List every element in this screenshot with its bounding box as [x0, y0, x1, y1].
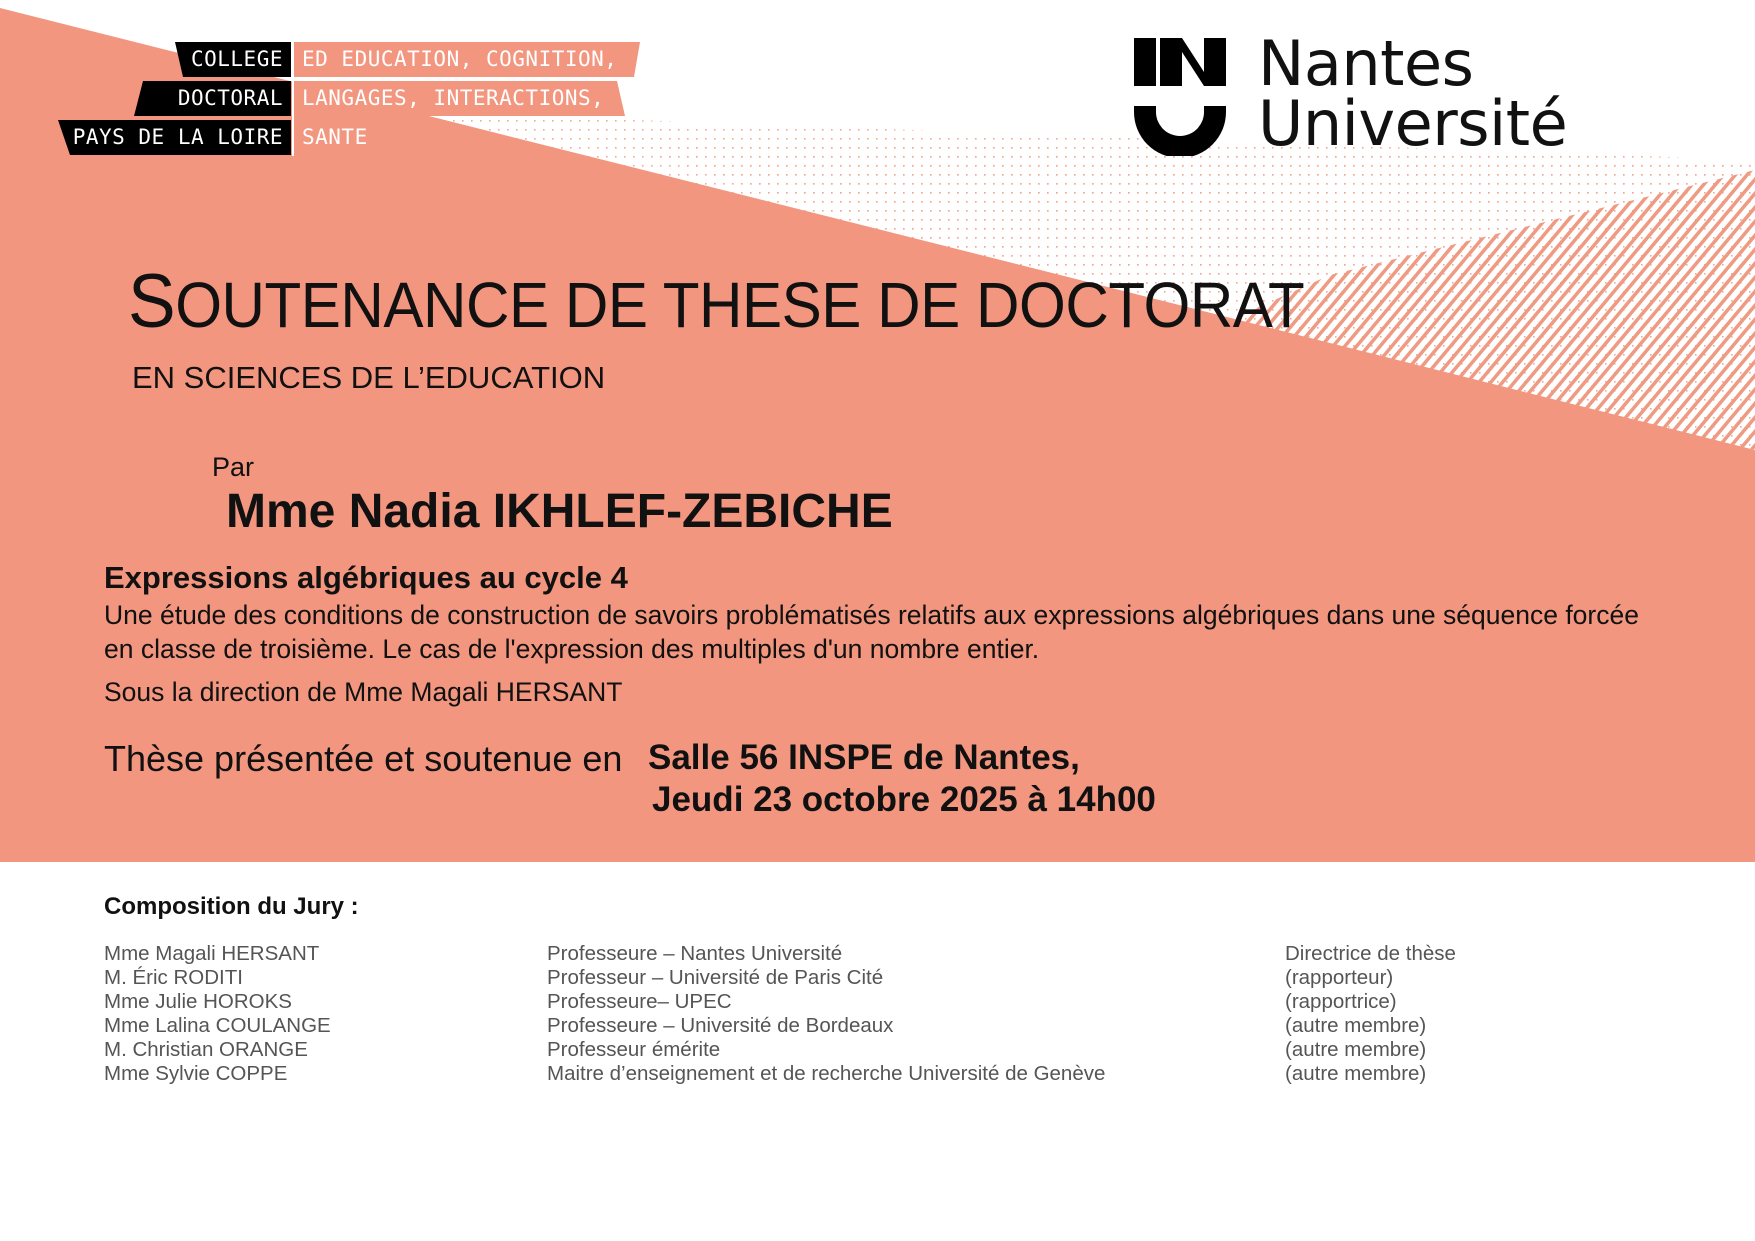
title-first-letter: S	[128, 259, 176, 344]
jury-member-position: Professeure – Université de Bordeaux	[547, 1014, 894, 1037]
thesis-direction: Sous la direction de Mme Magali HERSANT	[104, 677, 623, 707]
ed-line-1: ED EDUCATION, COGNITION,	[302, 47, 618, 71]
jury-member-row	[104, 1038, 1604, 1062]
jury-member-name: M. Éric RODITI	[104, 966, 243, 989]
jury-member-position: Maitre d’enseignement et de recherche Université de Genève	[547, 1062, 1106, 1085]
college-label: COLLEGE	[190, 47, 283, 71]
defense-place: Salle 56 INSPE de Nantes,	[648, 738, 1080, 777]
ed-line-3: SANTE	[302, 125, 368, 149]
jury-member-position: Professeure – Nantes Université	[547, 942, 843, 965]
candidate-name: Mme Nadia IKHLEF-ZEBICHE	[226, 485, 893, 538]
discipline-subtitle: EN SCIENCES DE L’EDUCATION	[132, 360, 606, 395]
jury-member-role: (autre membre)	[1285, 1062, 1427, 1085]
jury-member-row	[104, 966, 1604, 990]
universite-wordmark: Université	[1258, 87, 1568, 160]
jury-member-row	[104, 942, 1604, 966]
by-label: Par	[212, 452, 255, 482]
jury-member-row	[104, 1062, 1604, 1086]
jury-member-row	[104, 990, 1604, 1014]
jury-member-role: Directrice de thèse	[1285, 942, 1456, 965]
jury-member-name: Mme Magali HERSANT	[104, 942, 320, 965]
jury-member-role: (autre membre)	[1285, 1038, 1427, 1061]
ed-line-2: LANGAGES, INTERACTIONS,	[302, 86, 605, 110]
jury-member-position: Professeure– UPEC	[547, 990, 732, 1013]
defense-date: Jeudi 23 octobre 2025 à 14h00	[652, 780, 1156, 819]
nantes-wordmark: Nantes	[1258, 27, 1474, 100]
jury-member-position: Professeur émérite	[547, 1038, 721, 1061]
jury-member-role: (autre membre)	[1285, 1014, 1427, 1037]
jury-member-name: M. Christian ORANGE	[104, 1038, 308, 1061]
jury-member-name: Mme Sylvie COPPE	[104, 1062, 288, 1085]
presented-label: Thèse présentée et soutenue en	[104, 738, 623, 779]
jury-list	[104, 942, 1604, 1086]
jury-member-name: Mme Julie HOROKS	[104, 990, 292, 1013]
jury-member-role: (rapporteur)	[1285, 966, 1394, 989]
jury-member-role: (rapportrice)	[1285, 990, 1397, 1013]
region-label: PAYS DE LA LOIRE	[72, 125, 283, 149]
thesis-title: Expressions algébriques au cycle 4	[104, 560, 628, 595]
page-title	[128, 258, 1304, 345]
jury-member-position: Professeur – Université de Paris Cité	[547, 966, 884, 989]
doctoral-label: DOCTORAL	[177, 86, 283, 110]
title-rest: OUTENANCE DE THESE DE DOCTORAT	[175, 269, 1305, 341]
jury-heading: Composition du Jury :	[104, 893, 359, 920]
thesis-subtitle: Une étude des conditions de construction de savoirs problématisés relatifs aux expressions algébriques dans une séquence forcée en classe de troisième. Le cas de l'expression des multiples d'un nombre entier.	[104, 600, 1639, 664]
jury-member-name: Mme Lalina COULANGE	[104, 1014, 331, 1037]
jury-member-row	[104, 1014, 1604, 1038]
nu-monogram-icon	[1134, 38, 1226, 156]
